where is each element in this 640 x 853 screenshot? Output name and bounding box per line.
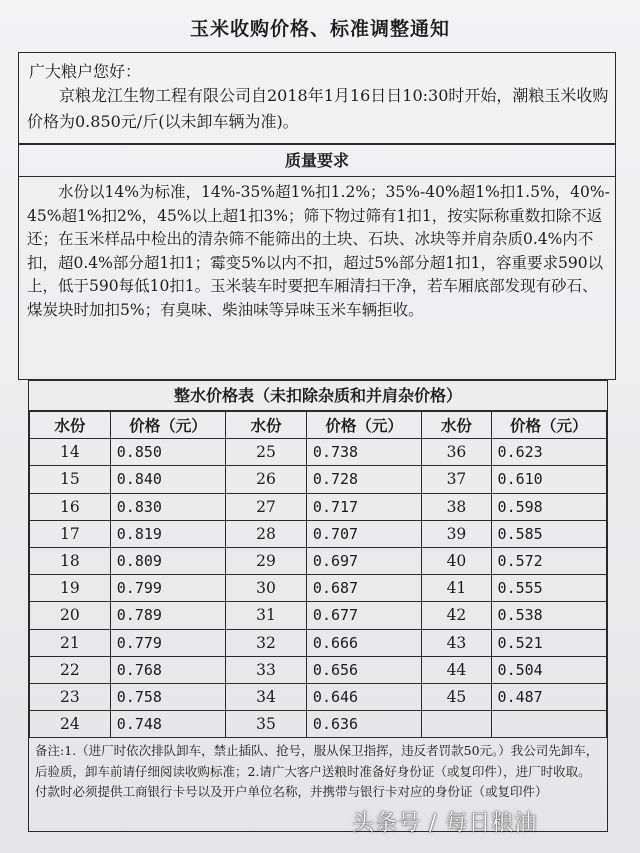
moisture-cell: 34 (226, 683, 307, 710)
watermark: 头条号 / 每日粮油 (352, 811, 538, 836)
table-row (30, 656, 607, 683)
moisture-cell: 14 (30, 439, 111, 466)
moisture-cell: 31 (226, 602, 307, 629)
price-header: 价格（元） (306, 412, 421, 439)
price-cell: 0.830 (110, 493, 225, 520)
moisture-cell: 36 (422, 439, 491, 466)
table-row (30, 493, 607, 520)
price-cell: 0.610 (491, 466, 606, 493)
price-cell: 0.555 (491, 575, 606, 602)
price-cell: 0.840 (110, 466, 225, 493)
moisture-cell: 25 (226, 439, 307, 466)
moisture-cell: 35 (226, 711, 307, 738)
price-cell: 0.819 (110, 520, 225, 547)
price-table (29, 411, 607, 738)
moisture-header: 水份 (226, 412, 307, 439)
moisture-cell: 22 (30, 656, 111, 683)
price-cell: 0.646 (306, 683, 421, 710)
price-cell: 0.687 (306, 575, 421, 602)
table-row (30, 575, 607, 602)
moisture-cell: 23 (30, 683, 111, 710)
price-cell: 0.521 (491, 629, 606, 656)
moisture-cell (422, 711, 491, 738)
price-cell: 0.585 (491, 520, 606, 547)
price-cell: 0.789 (110, 602, 225, 629)
moisture-cell: 26 (226, 466, 307, 493)
moisture-cell: 42 (422, 602, 491, 629)
table-row (30, 602, 607, 629)
moisture-cell: 15 (30, 466, 111, 493)
remarks: 备注:1.（进厂时依次排队卸车，禁止插队、抢号，服从保卫指挥，违反者罚款50元。）我公司先卸车，后验质，卸车前请仔细阅读收购标准；2.请广大客户送粮时准备好身份证（或复印件），进厂时收取。付款时必须提供工商银行卡号以及开户单位名称，并携带与银行卡对应的身份证（或复印件） (28, 738, 608, 832)
moisture-cell: 27 (226, 493, 307, 520)
table-row (30, 466, 607, 493)
moisture-cell: 28 (226, 520, 307, 547)
price-cell: 0.738 (306, 439, 421, 466)
quality-box (18, 144, 616, 380)
quality-heading: 质量要求 (19, 145, 615, 177)
table-row (30, 711, 607, 738)
price-cell: 0.636 (306, 711, 421, 738)
table-row (30, 683, 607, 710)
notice-box (18, 52, 616, 144)
moisture-cell: 19 (30, 575, 111, 602)
price-header: 价格（元） (110, 412, 225, 439)
moisture-cell: 40 (422, 547, 491, 574)
moisture-cell: 37 (422, 466, 491, 493)
price-cell: 0.809 (110, 547, 225, 574)
price-cell: 0.697 (306, 547, 421, 574)
price-cell: 0.758 (110, 683, 225, 710)
price-cell: 0.717 (306, 493, 421, 520)
moisture-header: 水份 (422, 412, 491, 439)
price-table-heading: 整水价格表（未扣除杂质和并肩杂价格） (29, 381, 607, 411)
price-cell: 0.799 (110, 575, 225, 602)
price-cell: 0.850 (110, 439, 225, 466)
price-cell: 0.504 (491, 656, 606, 683)
price-cell: 0.487 (491, 683, 606, 710)
price-cell: 0.538 (491, 602, 606, 629)
price-cell: 0.656 (306, 656, 421, 683)
price-cell (491, 711, 606, 738)
moisture-cell: 32 (226, 629, 307, 656)
moisture-cell: 33 (226, 656, 307, 683)
price-cell: 0.748 (110, 711, 225, 738)
moisture-cell: 16 (30, 493, 111, 520)
quality-text: 水份以14%为标准，14%-35%超1%扣1.2%；35%-40%超1%扣1.5%，40%-45%超1%扣2%，45%以上超1扣3%；筛下物过筛有1扣1，按实际称重数扣除不返还；在玉米样品中检出的清杂筛不能筛出的土块、石块、冰块等并肩杂质0.4%内不扣，超0.4%部分超1扣1；霉变5%以内不扣，超过5%部分超1扣1，容重要求590以上，低于590每低10扣1。玉米装车时要把车厢清扫干净，若车厢底部发现有砂石、煤炭块时加扣5%；有臭味、柴油味等异味玉米车辆拒收。 (27, 183, 610, 319)
notice-greeting: 广大粮户您好： (29, 62, 142, 81)
moisture-cell: 18 (30, 547, 111, 574)
price-cell: 0.598 (491, 493, 606, 520)
price-cell: 0.779 (110, 629, 225, 656)
price-cell: 0.572 (491, 547, 606, 574)
moisture-header: 水份 (30, 412, 111, 439)
notice-body: 京粮龙江生物工程有限公司自2018年1月16日日10:30时开始，潮粮玉米收购价格为0.850元/斤(以未卸车辆为准)。 (27, 86, 609, 131)
moisture-cell: 30 (226, 575, 307, 602)
table-row (30, 547, 607, 574)
moisture-cell: 41 (422, 575, 491, 602)
moisture-cell: 21 (30, 629, 111, 656)
moisture-cell: 38 (422, 493, 491, 520)
document-title: 玉米收购价格、标准调整通知 (189, 18, 450, 40)
table-row (30, 629, 607, 656)
price-header: 价格（元） (491, 412, 606, 439)
table-row (30, 520, 607, 547)
price-cell: 0.666 (306, 629, 421, 656)
price-table-header-row (30, 412, 607, 439)
moisture-cell: 20 (30, 602, 111, 629)
price-table-box (28, 380, 608, 738)
moisture-cell: 24 (30, 711, 111, 738)
price-cell: 0.677 (306, 602, 421, 629)
price-cell: 0.623 (491, 439, 606, 466)
moisture-cell: 45 (422, 683, 491, 710)
moisture-cell: 39 (422, 520, 491, 547)
price-cell: 0.707 (306, 520, 421, 547)
moisture-cell: 43 (422, 629, 491, 656)
price-cell: 0.768 (110, 656, 225, 683)
price-cell: 0.728 (306, 466, 421, 493)
table-row (30, 439, 607, 466)
moisture-cell: 29 (226, 547, 307, 574)
moisture-cell: 17 (30, 520, 111, 547)
moisture-cell: 44 (422, 656, 491, 683)
